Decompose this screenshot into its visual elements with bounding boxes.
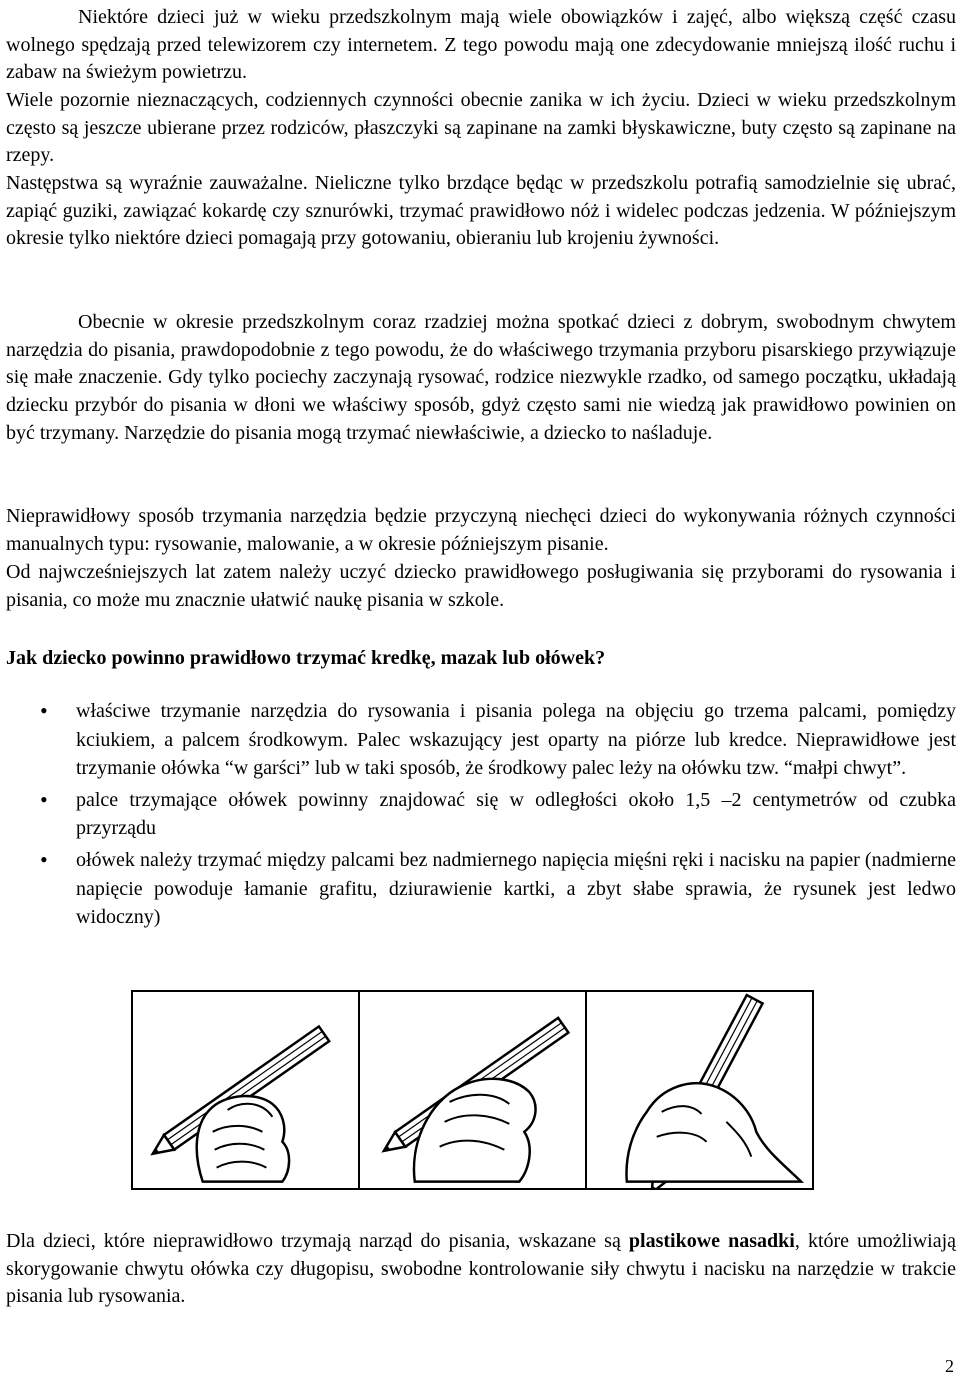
bullet-item-2 <box>6 786 956 843</box>
paragraph-intro <box>6 4 956 87</box>
bullet-icon: • <box>40 786 48 812</box>
paragraph-plastic-grips <box>6 1228 956 1311</box>
hand-fist-grip-icon <box>133 992 358 1188</box>
bullet-item-3 <box>6 846 956 932</box>
page-number: 2 <box>945 1356 954 1376</box>
grip-panel-monkey <box>360 992 587 1188</box>
bullet-item-2-text: palce trzymające ołówek powinny znajdować się w odległości około 1,5 –2 centymetrów od czubka przyrządu <box>76 788 956 840</box>
bullet-item-3-text: ołówek należy trzymać między palcami bez nadmiernego napięcia mięśni ręki i nacisku na papier (nadmierne napięcie powoduje łamanie grafitu, dziurawienie kartki, a zbyt słabe sprawia, że rysunek jest ledwo widoczny) <box>76 848 956 929</box>
grip-panel-fist <box>133 992 360 1188</box>
paragraph-consequences <box>6 170 956 253</box>
paragraph-early-learning-text: Od najwcześniejszych lat zatem należy uczyć dziecko prawidłowego posługiwania się przyborami do rysowania i pisania, co może mu znacznie ułatwić naukę pisania w szkole. <box>6 561 956 611</box>
paragraph-incorrect-grip <box>6 503 956 558</box>
paragraph-plastic-grips-bold: plastikowe nasadki <box>628 1230 795 1252</box>
bullet-item-1-text: właściwe trzymanie narzędzia do rysowania i pisania polega na objęciu go trzema palcami, pomiędzy kciukiem, a palcem środkowym. Palec wskazujący jest oparty na piórze lub kredce. Nieprawidłowe jest trzymanie ołówka “w garści” lub w taki sposób, że środkowy palec leży na ołówku tzw. “małpi chwyt”. <box>76 700 956 780</box>
grip-panel-correct <box>587 992 812 1188</box>
paragraph-grip <box>6 309 956 448</box>
paragraph-consequences-text: Następstwa są wyraźnie zauważalne. Nieliczne tylko brzdące będąc w przedszkolu potrafią samodzielnie się ubrać, zapiąć guziki, zawiązać kokardę czy sznurówki, trzymać prawidłowo nóż i widelec podczas jedzenia. W późniejszym okresie tylko niektóre dzieci pomagają przy gotowaniu, obieraniu lub krojeniu żywności. <box>6 172 956 250</box>
paragraph-plastic-grips-after: , które umożliwiają skorygowanie chwytu ołówka czy długopisu, swobodne kontrolowanie siły chwytu i nacisku na narzędzie w trakcie pisania lub rysowania. <box>6 1230 956 1308</box>
paragraph-plastic-grips-before: Dla dzieci, które nieprawidłowo trzymają narząd do pisania, wskazane są <box>6 1230 629 1252</box>
bullet-icon: • <box>40 846 48 872</box>
bullet-item-1 <box>6 697 956 783</box>
hand-correct-grip-icon <box>587 992 812 1188</box>
paragraph-intro-text: Niektóre dzieci już w wieku przedszkolnym mają wiele obowiązków i zajęć, albo większą część czasu wolnego spędzają przed telewizorem czy internetem. Z tego powodu mają one zdecydowanie mniejszą ilość ruchu i zabaw na świeżym powietrzu. <box>6 6 956 84</box>
paragraph-intro-continued-text: Wiele pozornie nieznaczących, codziennych czynności obecnie zanika w ich życiu. Dzieci w wieku przedszkolnym często są jeszcze ubierane przez rodziców, płaszczyki są zapinane na zamki błyskawiczne, buty często są zapinane na rzepy. <box>6 89 956 167</box>
pencil-grip-illustration <box>131 990 814 1190</box>
paragraph-intro-continued <box>6 87 956 170</box>
hand-monkey-grip-icon <box>360 992 585 1188</box>
bullet-icon: • <box>40 698 48 723</box>
paragraph-early-learning <box>6 559 956 614</box>
section-heading: Jak dziecko powinno prawidłowo trzymać kredkę, mazak lub ołówek? <box>6 647 606 669</box>
paragraph-grip-text: Obecnie w okresie przedszkolnym coraz rzadziej można spotkać dzieci z dobrym, swobodnym chwytem narzędzia do pisania, prawdopodobnie z tego powodu, że do właściwego trzymania przyboru pisarskiego przywiązuje się małe znaczenie. Gdy tylko pociechy zaczynają rysować, rodzice niezwykle rzadko, od samego początku, układają dziecku przybór do pisania w dłoni we właściwy sposób, gdyż często sami nie wiedzą jak prawidłowo powinien on być trzymany. Narzędzie do pisania mogą trzymać niewłaściwie, a dziecko to naśladuje. <box>6 311 956 444</box>
bullet-list <box>6 697 956 935</box>
paragraph-incorrect-grip-text: Nieprawidłowy sposób trzymania narzędzia będzie przyczyną niechęci dzieci do wykonywania różnych czynności manualnych typu: rysowanie, malowanie, a w okresie późniejszym pisanie. <box>6 505 956 555</box>
